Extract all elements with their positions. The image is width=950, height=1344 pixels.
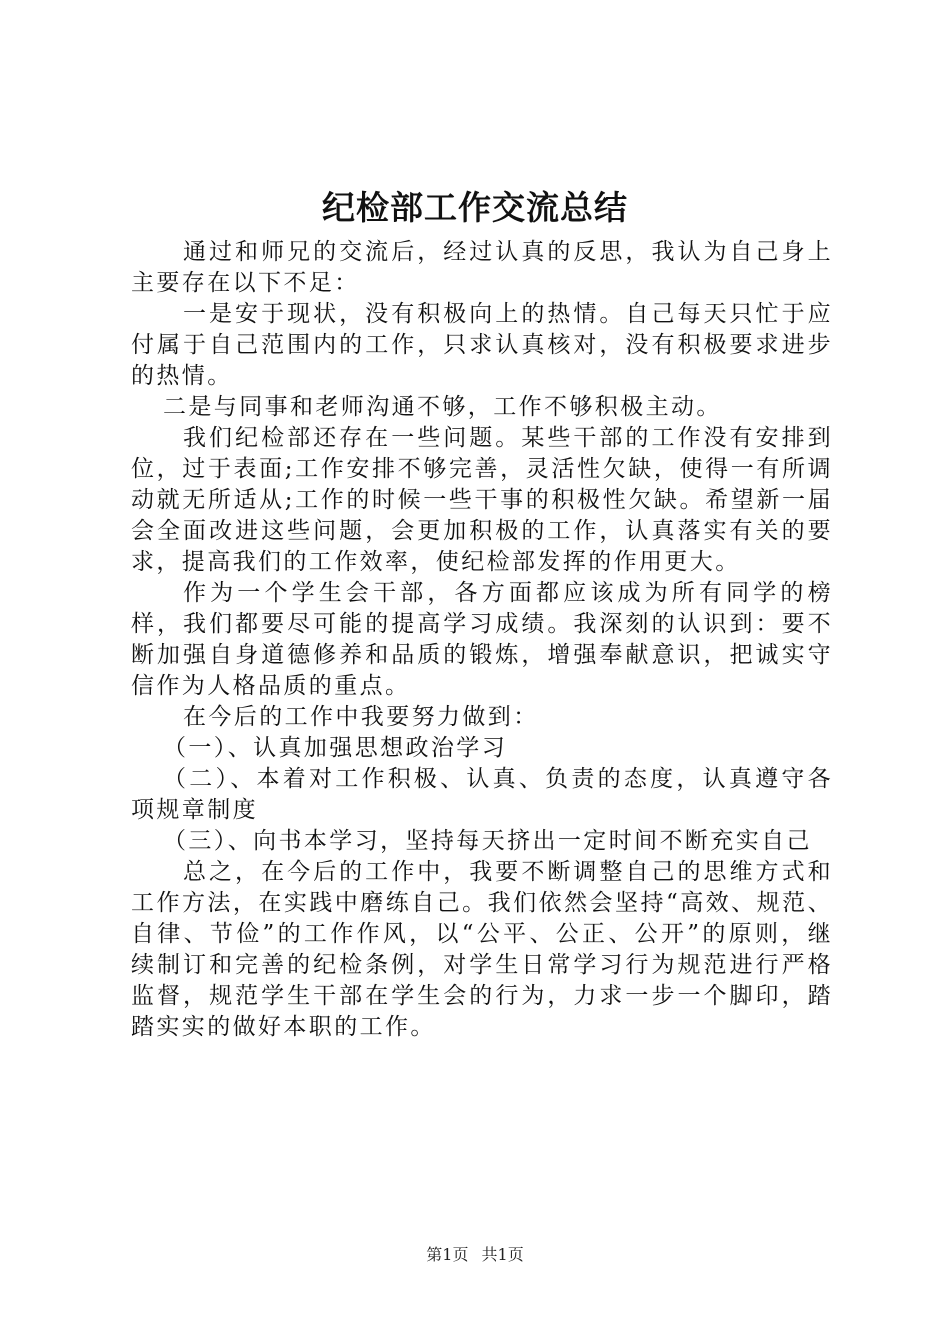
paragraph-point-two: 二是与同事和老师沟通不够，工作不够积极主动。 [163,394,722,420]
paragraph-goal-three: （三）、向书本学习，坚持每天挤出一定时间不断充实自己 [163,828,812,854]
paragraph-goal-two: （二）、本着对工作积极、认真、负责的态度，认真遵守各项规章制度 [131,766,833,823]
document-body [131,237,833,1043]
paragraph-goal-one: （一）、认真加强思想政治学习 [163,735,508,761]
paragraph-intro: 通过和师兄的交流后，经过认真的反思，我认为自己身上主要存在以下不足： [131,239,833,296]
document-title: 纪检部工作交流总结 [322,188,628,227]
page-number-current: 第1页 [426,1245,469,1264]
paragraph-conclusion: 总之，在今后的工作中，我要不断调整自己的思维方式和工作方法，在实践中磨练自己。我们依然会坚持“高效、规范、自律、节俭”的工作作风，以“公平、公正、公开”的原则，继续制订和完善的纪检条例，对学生日常学习行为规范进行严格监督，规范学生干部在学生会的行为，力求一步一个脚印，踏踏实实的做好本职的工作。 [131,859,833,1040]
paragraph-department-issues: 我们纪检部还存在一些问题。某些干部的工作没有安排到位，过于表面;工作安排不够完善，灵活性欠缺，使得一有所调动就无所适从;工作的时候一些干事的积极性欠缺。希望新一届会全面改进这些问题，会更加积极的工作，认真落实有关的要求，提高我们的工作效率，使纪检部发挥的作用更大。 [131,425,833,575]
paragraph-role-model: 作为一个学生会干部，各方面都应该成为所有同学的榜样，我们都要尽可能的提高学习成绩。我深刻的认识到：要不断加强自身道德修养和品质的锻炼，增强奉献意识，把诚实守信作为人格品质的重点。 [131,580,833,699]
page-number-total: 共1页 [481,1245,524,1264]
page-footer [0,1244,950,1266]
paragraph-future-goals: 在今后的工作中我要努力做到： [183,704,539,730]
paragraph-point-one: 一是安于现状，没有积极向上的热情。自己每天只忙于应付属于自己范围内的工作，只求认真核对，没有积极要求进步的热情。 [131,301,833,389]
